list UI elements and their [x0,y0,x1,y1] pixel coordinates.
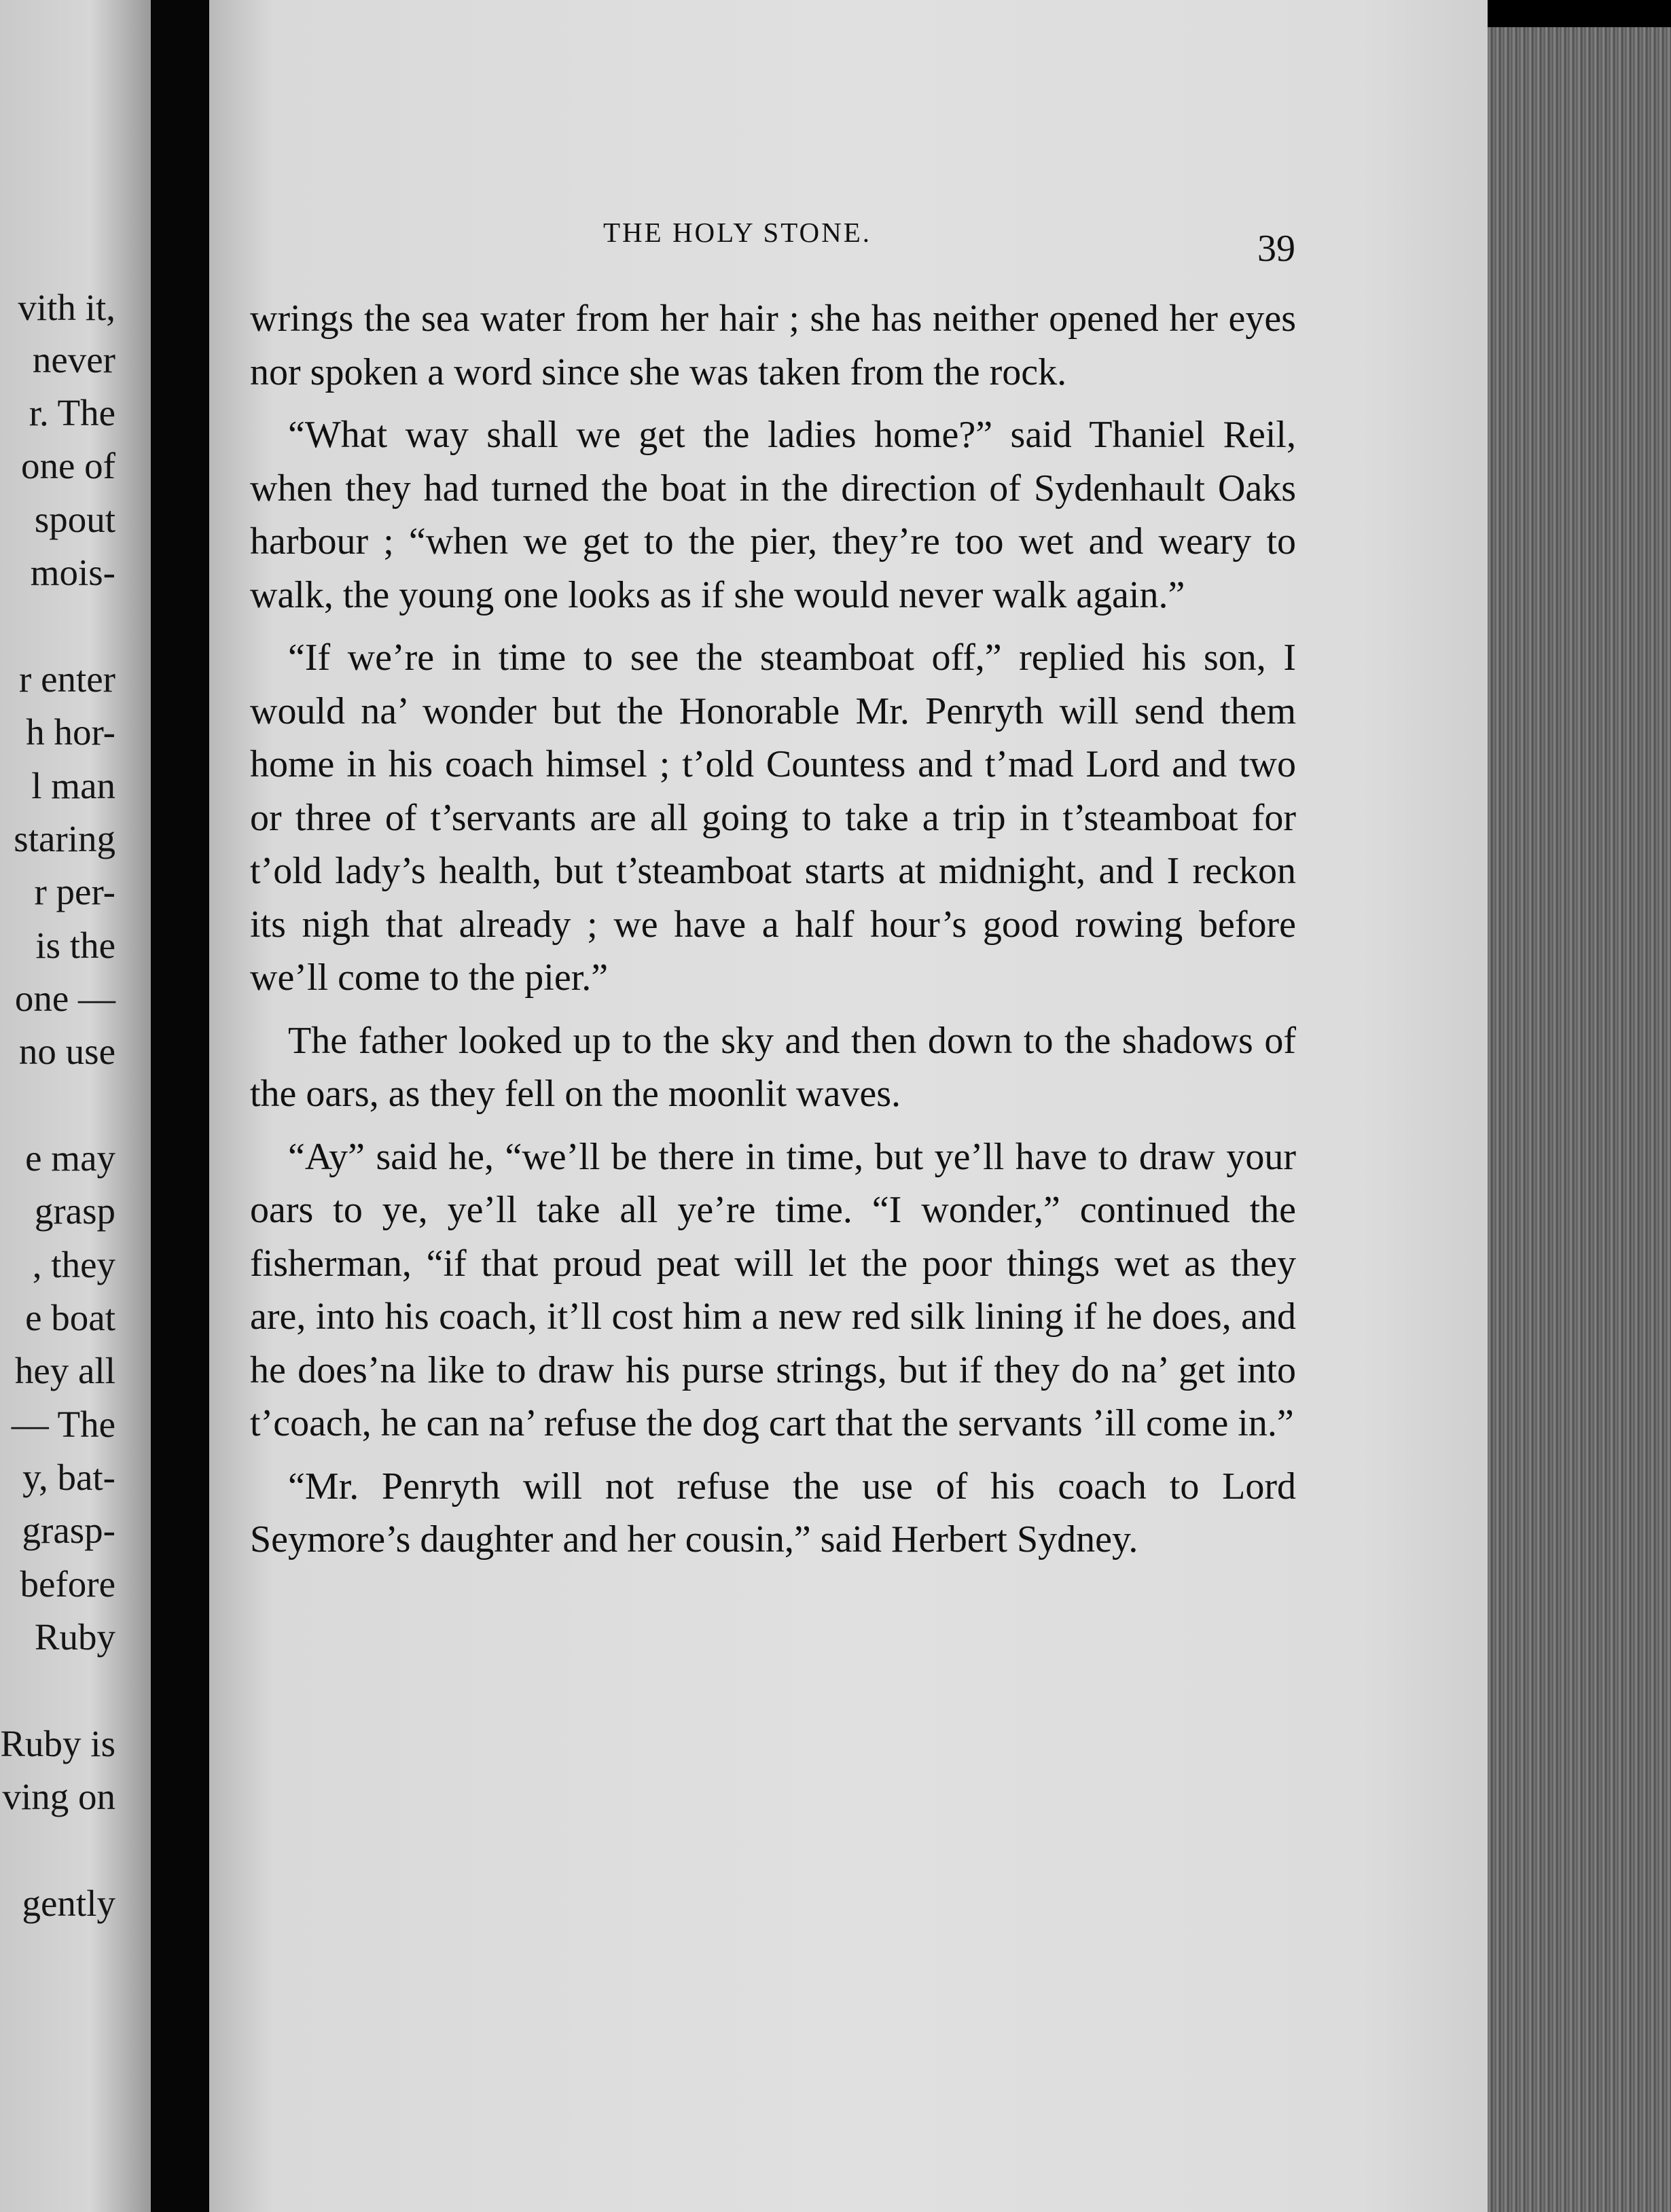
left-page-line: l man [31,765,115,806]
left-facing-page [0,0,151,2212]
left-page-line: is the [35,925,115,966]
left-page-line: r. The [29,392,115,433]
left-page-line: e may [25,1137,115,1179]
left-page-line: h hor- [26,711,115,753]
left-page-line: ving on [2,1776,115,1817]
left-page-line: hey all [14,1350,115,1391]
page-edges [1488,0,1671,2212]
left-page-line: grasp- [22,1510,115,1551]
left-page-line: spout [34,499,115,540]
left-page-line: Ruby [34,1616,115,1658]
left-page-line: staring [14,818,115,859]
left-page-line: no use [18,1031,115,1072]
left-page-line: vith it, [18,287,115,328]
book-gutter [151,0,209,2212]
left-page-line: one of [21,445,115,486]
body-text [250,292,1296,1576]
left-page-line: never [32,339,115,380]
left-page-line: gently [22,1883,115,1924]
left-page-line: before [20,1563,115,1605]
running-head: THE HOLY STONE. [603,217,872,248]
page-number: 39 [1257,228,1295,270]
left-page-line: Ruby is [0,1723,115,1764]
left-page-line: — The [11,1404,115,1445]
left-page-line: mois- [30,552,115,593]
paragraph: “Mr. Penryth will not refuse the use of his coach to Lord Seymore’s daughter and her cousin,” said Herbert Sydney. [250,1465,1296,1560]
paragraph: “What way shall we get the ladies home?” said Thaniel Reil, when they had turned the boat in the direction of Sydenhault Oaks harbour ; “when we get to the pier, they’re too wet and weary to walk, the young one looks as if she would never walk again.” [250,414,1296,616]
left-page-line: y, bat- [22,1457,115,1498]
paragraph: The father looked up to the sky and then down to the shadows of the oars, as they fell on the moonlit waves. [250,1019,1296,1115]
paragraph: wrings the sea water from her hair ; she has neither opened her eyes nor spoken a word since she was taken from the rock. [250,298,1296,393]
left-page-line: , they [32,1244,115,1285]
left-page-line: r per- [34,871,115,912]
paragraph: “If we’re in time to see the steamboat off,” replied his son, I would na’ wonder but the Honorable Mr. Penryth will send them home in his coach himsel ; t’old Countess and t’mad Lord and two or three of t’servants are all going to take a trip in t’steamboat for t’old lady’s health, but t’steamboat starts at midnight, and I reckon its nigh that already ; we have a half hour’s good rowing before we’ll come to the pier.” [250,637,1296,999]
paragraph: “Ay” said he, “we’ll be there in time, but ye’ll have to draw your oars to ye, ye’ll take all ye’re time. “I wonder,” continued the fisherman, “if that proud peat will let the poor things wet as they are, into his coach, it’ll cost him a new red silk lining if he does, and he does’na like to draw his purse strings, but if they do na’ get into t’coach, he can na’ refuse the dog cart that the servants ’ill come in.” [250,1135,1296,1444]
left-page-line: one — [14,978,115,1019]
left-page-line: e boat [25,1297,115,1338]
left-page-line: r enter [19,658,115,700]
left-page-line: grasp [34,1190,115,1232]
